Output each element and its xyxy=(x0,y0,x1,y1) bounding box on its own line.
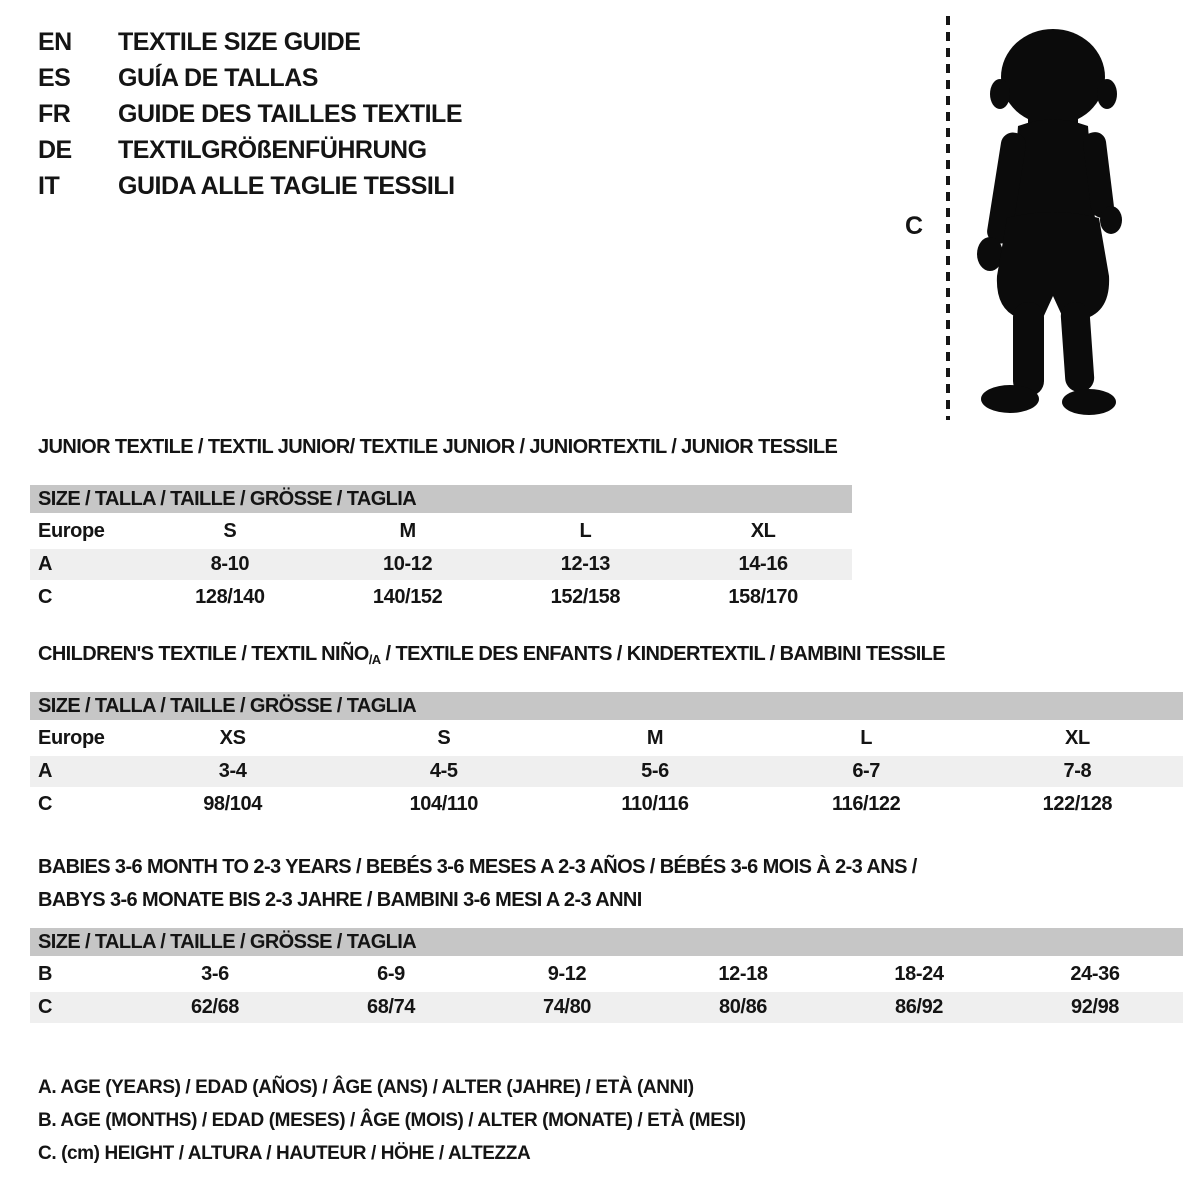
language-code: DE xyxy=(38,136,72,164)
row-label: C xyxy=(38,586,53,608)
row-label: Europe xyxy=(38,727,105,749)
junior-section-heading: JUNIOR TEXTILE / TEXTIL JUNIOR/ TEXTILE JUNIOR / JUNIORTEXTIL / JUNIOR TESSILE xyxy=(38,436,838,458)
table-cell: 3-4 xyxy=(218,760,247,782)
table-cell: XS xyxy=(219,727,246,749)
language-row-en xyxy=(38,24,462,60)
row-label: Europe xyxy=(38,520,105,542)
table-cell: 9-12 xyxy=(547,963,587,985)
babies-section-heading xyxy=(38,851,917,917)
table-cell: 8-10 xyxy=(210,553,250,575)
guide-title-es: GUÍA DE TALLAS xyxy=(118,64,318,92)
table-cell: XL xyxy=(750,520,776,542)
table-cell: 24-36 xyxy=(1070,963,1120,985)
table-cell: M xyxy=(399,520,416,542)
size-header-bar: SIZE / TALLA / TAILLE / GRÖSSE / TAGLIA xyxy=(30,485,852,513)
language-code: FR xyxy=(38,100,71,128)
table-cell: 6-7 xyxy=(852,760,881,782)
table-cell: 18-24 xyxy=(894,963,944,985)
height-measure-dashed-line xyxy=(946,16,950,420)
row-label: C xyxy=(38,996,53,1018)
table-row-age xyxy=(30,549,852,580)
language-code: EN xyxy=(38,28,72,56)
table-cell: L xyxy=(579,520,592,542)
size-header-bar: SIZE / TALLA / TAILLE / GRÖSSE / TAGLIA xyxy=(30,692,1183,720)
table-cell: 80/86 xyxy=(718,996,768,1018)
size-header-bar: SIZE / TALLA / TAILLE / GRÖSSE / TAGLIA xyxy=(30,928,1183,956)
babies-heading-line1: BABIES 3-6 MONTH TO 2-3 YEARS / BEBÉS 3-6 MESES A 2-3 AÑOS / BÉBÉS 3-6 MOIS À 2-3 ANS / xyxy=(38,856,917,878)
row-label: A xyxy=(38,760,53,782)
table-row-age xyxy=(30,756,1183,787)
toddler-silhouette-icon xyxy=(960,14,1145,419)
table-cell: L xyxy=(860,727,873,749)
table-cell: 12-13 xyxy=(560,553,610,575)
junior-size-table xyxy=(30,485,852,615)
table-row-height xyxy=(30,789,1183,820)
language-row-de xyxy=(38,132,462,168)
table-cell: 4-5 xyxy=(429,760,458,782)
table-cell: 92/98 xyxy=(1070,996,1120,1018)
row-label: C xyxy=(38,793,53,815)
language-title-list xyxy=(38,24,462,204)
children-heading-sub: /A xyxy=(368,652,381,667)
guide-title-de: TEXTILGRÖßENFÜHRUNG xyxy=(118,136,427,164)
guide-title-en: TEXTILE SIZE GUIDE xyxy=(118,28,361,56)
babies-heading-line2: BABYS 3-6 MONATE BIS 2-3 JAHRE / BAMBINI 3-6 MESI A 2-3 ANNI xyxy=(38,889,642,911)
table-cell: 140/152 xyxy=(372,586,443,608)
table-row-height xyxy=(30,582,852,613)
footnote-c: C. (cm) HEIGHT / ALTURA / HAUTEUR / HÖHE / ALTEZZA xyxy=(38,1143,531,1164)
guide-title-fr: GUIDE DES TAILLES TEXTILE xyxy=(118,100,463,128)
table-row-months xyxy=(30,959,1183,990)
footnote-b: B. AGE (MONTHS) / EDAD (MESES) / ÂGE (MOIS) / ALTER (MONATE) / ETÀ (MESI) xyxy=(38,1110,746,1131)
children-section-heading xyxy=(38,643,945,667)
height-measure-label: C xyxy=(905,212,924,240)
table-cell: 116/122 xyxy=(831,793,901,815)
table-cell: 110/116 xyxy=(621,793,689,815)
table-cell: 74/80 xyxy=(542,996,592,1018)
table-cell: 62/68 xyxy=(190,996,240,1018)
table-cell: 12-18 xyxy=(718,963,768,985)
table-cell: 10-12 xyxy=(383,553,433,575)
children-heading-pre: CHILDREN'S TEXTILE / TEXTIL NIÑO xyxy=(38,643,369,665)
children-size-table xyxy=(30,692,1183,822)
table-cell: 152/158 xyxy=(550,586,621,608)
babies-size-table xyxy=(30,928,1183,1025)
row-label: B xyxy=(38,963,53,985)
table-cell: 104/110 xyxy=(409,793,478,815)
table-row-height xyxy=(30,992,1183,1023)
language-code: IT xyxy=(38,172,60,200)
language-row-fr xyxy=(38,96,462,132)
table-cell: 3-6 xyxy=(201,963,229,985)
table-cell: 14-16 xyxy=(738,553,788,575)
table-cell: XL xyxy=(1065,727,1090,749)
table-cell: 128/140 xyxy=(195,586,265,608)
table-cell: M xyxy=(646,727,664,749)
table-cell: 6-9 xyxy=(377,963,405,985)
table-row-europe xyxy=(30,516,852,547)
table-cell: 98/104 xyxy=(203,793,262,815)
table-cell: 7-8 xyxy=(1063,760,1092,782)
language-row-es xyxy=(38,60,462,96)
table-cell: S xyxy=(223,520,237,542)
language-code: ES xyxy=(38,64,71,92)
footnote-a: A. AGE (YEARS) / EDAD (AÑOS) / ÂGE (ANS) / ALTER (JAHRE) / ETÀ (ANNI) xyxy=(38,1077,694,1098)
table-cell: S xyxy=(437,727,451,749)
table-cell: 68/74 xyxy=(366,996,416,1018)
table-cell: 86/92 xyxy=(894,996,944,1018)
table-cell: 158/170 xyxy=(728,586,798,608)
children-heading-post: / TEXTILE DES ENFANTS / KINDERTEXTIL / BAMBINI TESSILE xyxy=(380,643,946,665)
table-cell: 5-6 xyxy=(641,760,669,782)
table-row-europe xyxy=(30,723,1183,754)
table-cell: 122/128 xyxy=(1042,793,1113,815)
guide-title-it: GUIDA ALLE TAGLIE TESSILI xyxy=(118,172,455,200)
row-label: A xyxy=(38,553,53,575)
language-row-it xyxy=(38,168,462,204)
footnote-legend xyxy=(38,1071,746,1170)
